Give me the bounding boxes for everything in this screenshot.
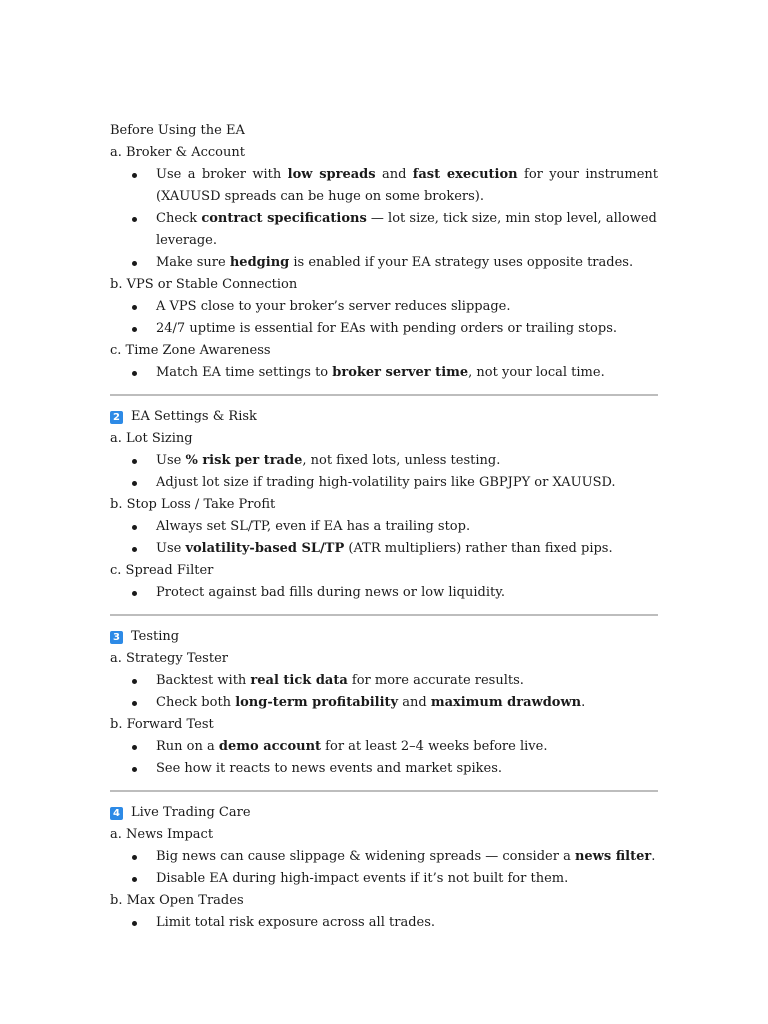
list-item: See how it reacts to news events and market spikes. [110,758,658,780]
bullet-icon [132,547,137,552]
bullet-icon [132,591,137,596]
bullet-icon [132,877,137,882]
bullet-icon [132,217,137,222]
bullet-icon [132,767,137,772]
list-item: Disable EA during high-impact events if it’s not built for them. [110,868,658,890]
section-title-testing: 3 Testing [110,626,658,648]
bullet-icon [132,525,137,530]
bullet-icon [132,679,137,684]
subheading-strategy-tester: a. Strategy Tester [110,651,228,666]
subheading-time-zone: c. Time Zone Awareness [110,343,271,358]
bullet-icon [132,459,137,464]
list-item: 24/7 uptime is essential for EAs with pending orders or trailing stops. [110,318,658,340]
subheading-news-impact: a. News Impact [110,827,214,842]
subheading-broker-account: a. Broker & Account [110,145,245,160]
number-4-icon: 4 [110,807,123,820]
document-page [110,120,658,934]
subheading-vps: b. VPS or Stable Connection [110,277,298,292]
section-divider [110,394,658,396]
section-title-before: Before Using the EA [110,123,245,138]
bullet-icon [132,305,137,310]
list-item: Use a broker with low spreads and fast execution for your instrument (XAUUSD spreads can be huge on some brokers). [110,164,658,208]
list-item: Big news can cause slippage & widening spreads — consider a news filter. [110,846,658,868]
list-item: Use % risk per trade, not fixed lots, unless testing. [110,450,658,472]
bullet-icon [132,745,137,750]
list-item: Always set SL/TP, even if EA has a trailing stop. [110,516,658,538]
subheading-lot-sizing: a. Lot Sizing [110,431,193,446]
subheading-spread-filter: c. Spread Filter [110,563,214,578]
list-item: A VPS close to your broker’s server reduces slippage. [110,296,658,318]
bullet-icon [132,371,137,376]
list-item: Match EA time settings to broker server time, not your local time. [110,362,658,384]
list-item: Protect against bad fills during news or low liquidity. [110,582,658,604]
section-title-live-trading: 4 Live Trading Care [110,802,658,824]
list-item: Check both long-term profitability and maximum drawdown. [110,692,658,714]
subheading-forward-test: b. Forward Test [110,717,214,732]
subheading-sl-tp: b. Stop Loss / Take Profit [110,497,276,512]
list-item: Make sure hedging is enabled if your EA strategy uses opposite trades. [110,252,658,274]
number-3-icon: 3 [110,631,123,644]
section-title-ea-settings: 2 EA Settings & Risk [110,406,658,428]
list-item: Run on a demo account for at least 2–4 weeks before live. [110,736,658,758]
subheading-max-open-trades: b. Max Open Trades [110,893,244,908]
bullet-icon [132,701,137,706]
list-item: Backtest with real tick data for more accurate results. [110,670,658,692]
section-divider [110,614,658,616]
bullet-icon [132,481,137,486]
bullet-icon [132,173,137,178]
list-item: Use volatility-based SL/TP (ATR multipliers) rather than fixed pips. [110,538,658,560]
list-item: Limit total risk exposure across all trades. [110,912,658,934]
bullet-icon [132,261,137,266]
bullet-icon [132,921,137,926]
number-2-icon: 2 [110,411,123,424]
list-item: Adjust lot size if trading high-volatility pairs like GBPJPY or XAUUSD. [110,472,658,494]
section-divider [110,790,658,792]
bullet-icon [132,855,137,860]
bullet-icon [132,327,137,332]
list-item: Check contract specifications — lot size, tick size, min stop level, allowed leverage. [110,208,658,252]
